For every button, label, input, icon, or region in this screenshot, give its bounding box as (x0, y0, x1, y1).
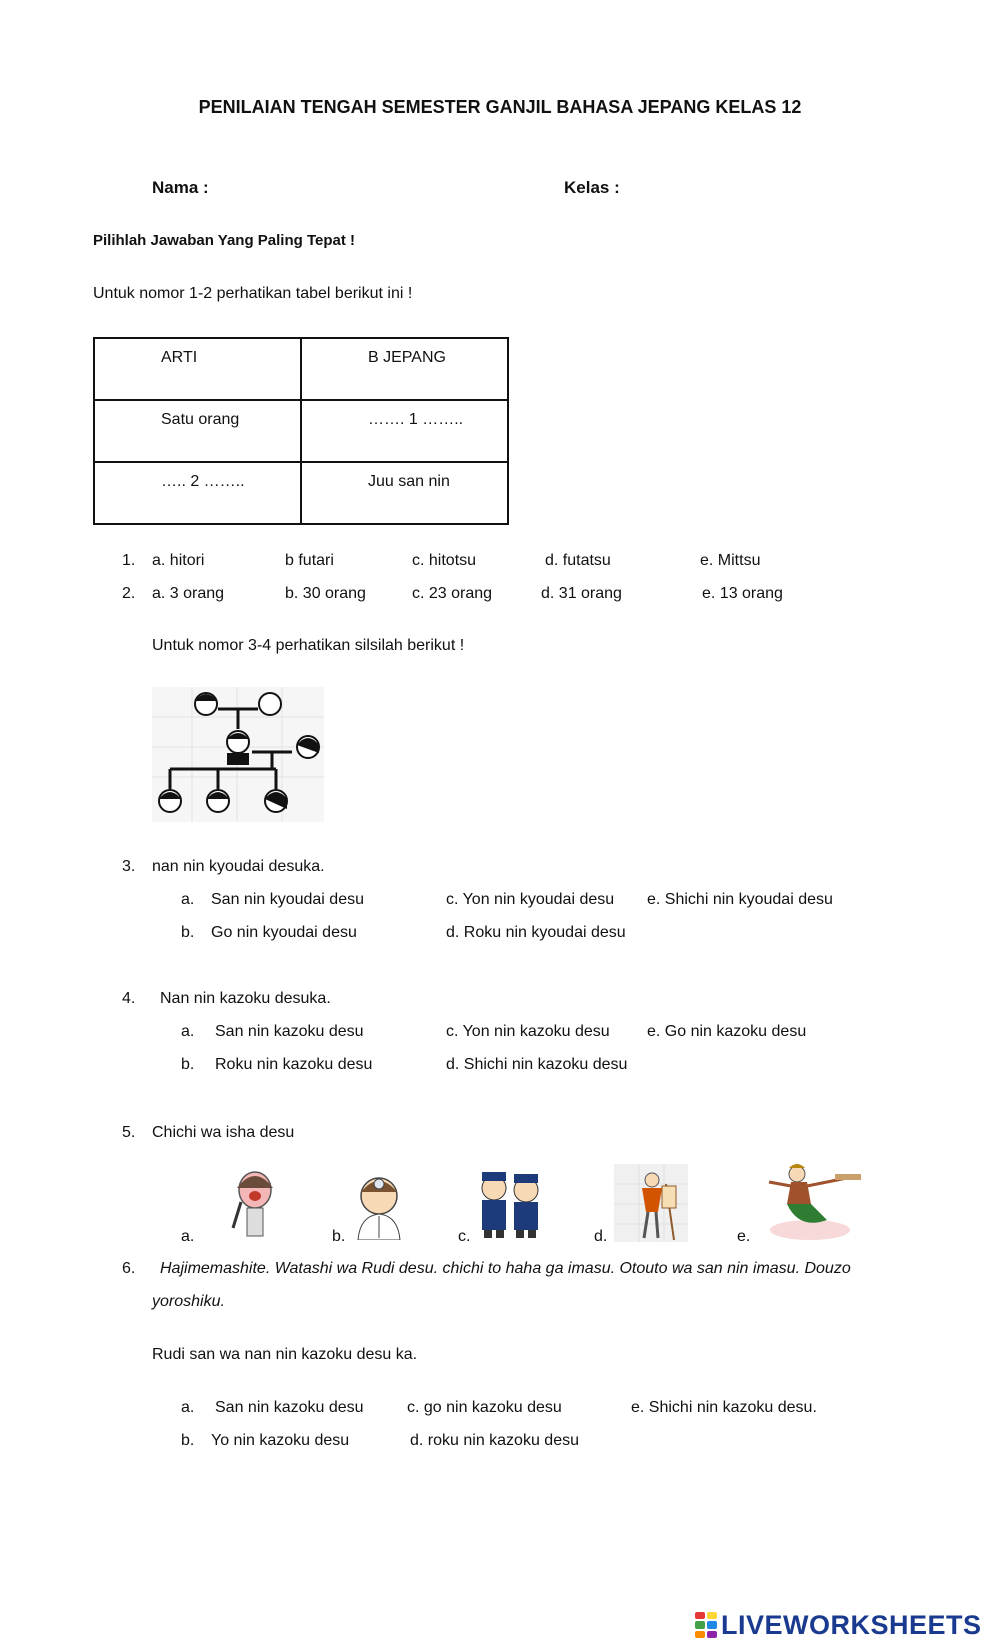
q3-letter-b: b. (181, 924, 195, 941)
table-cell: Satu orang (94, 400, 301, 462)
q6-letter-a: a. (181, 1399, 195, 1416)
q5-option-a[interactable]: a. (181, 1228, 195, 1245)
q3-option-d[interactable]: d. Roku nin kyoudai desu (446, 924, 626, 941)
dancer-image[interactable] (755, 1160, 865, 1242)
logo-text: LIVEWORKSHEETS (721, 1609, 982, 1640)
q4-number: 4. (122, 990, 136, 1007)
table-row (94, 462, 508, 524)
q6-option-a[interactable]: San nin kazoku desu (215, 1399, 364, 1416)
vocab-table (93, 337, 509, 525)
q4-letter-a: a. (181, 1023, 195, 1040)
q4-option-c[interactable]: c. Yon nin kazoku desu (446, 1023, 610, 1040)
q1-number: 1. (122, 552, 136, 569)
singer-image[interactable] (227, 1168, 282, 1238)
table-header-cell: ARTI (94, 338, 301, 400)
q4-option-b[interactable]: Roku nin kazoku desu (215, 1056, 373, 1073)
q3-question: nan nin kyoudai desuka. (152, 858, 325, 875)
q3-option-e[interactable]: e. Shichi nin kyoudai desu (647, 891, 833, 908)
q3-number: 3. (122, 858, 136, 875)
table-cell: ……. 1 …….. (301, 400, 508, 462)
q2-option-a[interactable]: a. 3 orang (152, 585, 225, 602)
q4-option-d[interactable]: d. Shichi nin kazoku desu (446, 1056, 628, 1073)
q1-option-e[interactable]: e. Mittsu (700, 552, 761, 569)
liveworksheets-logo (695, 1610, 982, 1640)
q1-option-a[interactable]: a. hitori (152, 552, 205, 569)
q5-number: 5. (122, 1124, 136, 1141)
q5-option-e[interactable]: e. (737, 1228, 751, 1245)
q2-option-b[interactable]: b. 30 orang (285, 585, 366, 602)
family-tree-image (152, 687, 324, 822)
logo-blocks-icon (695, 1612, 717, 1638)
intro-q1-2: Untuk nomor 1-2 perhatikan tabel berikut ini ! (93, 285, 413, 302)
table-cell: Juu san nin (301, 462, 508, 524)
intro-q3-4: Untuk nomor 3-4 perhatikan silsilah berikut ! (152, 637, 465, 654)
police-image[interactable] (474, 1168, 549, 1240)
q2-option-e[interactable]: e. 13 orang (702, 585, 783, 602)
q3-option-c[interactable]: c. Yon nin kyoudai desu (446, 891, 615, 908)
q2-option-c[interactable]: c. 23 orang (412, 585, 493, 602)
table-cell: ….. 2 …….. (94, 462, 301, 524)
class-label: Kelas : (564, 178, 620, 197)
q1-option-d[interactable]: d. futatsu (545, 552, 611, 569)
instruction: Pilihlah Jawaban Yang Paling Tepat ! (93, 232, 356, 249)
q5-option-d[interactable]: d. (594, 1228, 608, 1245)
q3-letter-a: a. (181, 891, 195, 908)
q6-option-e[interactable]: e. Shichi nin kazoku desu. (631, 1399, 817, 1416)
q6-number: 6. (122, 1260, 136, 1277)
name-label: Nama : (152, 178, 209, 197)
page-title: PENILAIAN TENGAH SEMESTER GANJIL BAHASA JEPANG KELAS 12 (198, 97, 802, 117)
q4-option-e[interactable]: e. Go nin kazoku desu (647, 1023, 807, 1040)
q6-passage-line1: Hajimemashite. Watashi wa Rudi desu. chichi to haha ga imasu. Otouto wa san nin imasu. Douzo (160, 1260, 851, 1277)
q5-option-b[interactable]: b. (332, 1228, 346, 1245)
q6-option-b[interactable]: Yo nin kazoku desu (211, 1432, 350, 1449)
q1-option-b[interactable]: b futari (285, 552, 334, 569)
table-row (94, 400, 508, 462)
q4-question: Nan nin kazoku desuka. (160, 990, 331, 1007)
painter-image[interactable] (614, 1164, 688, 1242)
q6-letter-b: b. (181, 1432, 195, 1449)
q4-letter-b: b. (181, 1056, 195, 1073)
q6-passage-line2: yoroshiku. (152, 1293, 225, 1310)
q6-question: Rudi san wa nan nin kazoku desu ka. (152, 1346, 418, 1363)
q3-option-b[interactable]: Go nin kyoudai desu (211, 924, 357, 941)
q1-option-c[interactable]: c. hitotsu (412, 552, 477, 569)
q2-number: 2. (122, 585, 136, 602)
q5-option-c[interactable]: c. (458, 1228, 471, 1245)
table-header-cell: B JEPANG (301, 338, 508, 400)
q6-option-c[interactable]: c. go nin kazoku desu (407, 1399, 562, 1416)
q6-option-d[interactable]: d. roku nin kazoku desu (410, 1432, 579, 1449)
q3-option-a[interactable]: San nin kyoudai desu (211, 891, 364, 908)
q4-option-a[interactable]: San nin kazoku desu (215, 1023, 364, 1040)
q2-option-d[interactable]: d. 31 orang (541, 585, 622, 602)
q5-question: Chichi wa isha desu (152, 1124, 295, 1141)
table-row (94, 338, 508, 400)
doctor-image[interactable] (350, 1172, 408, 1240)
